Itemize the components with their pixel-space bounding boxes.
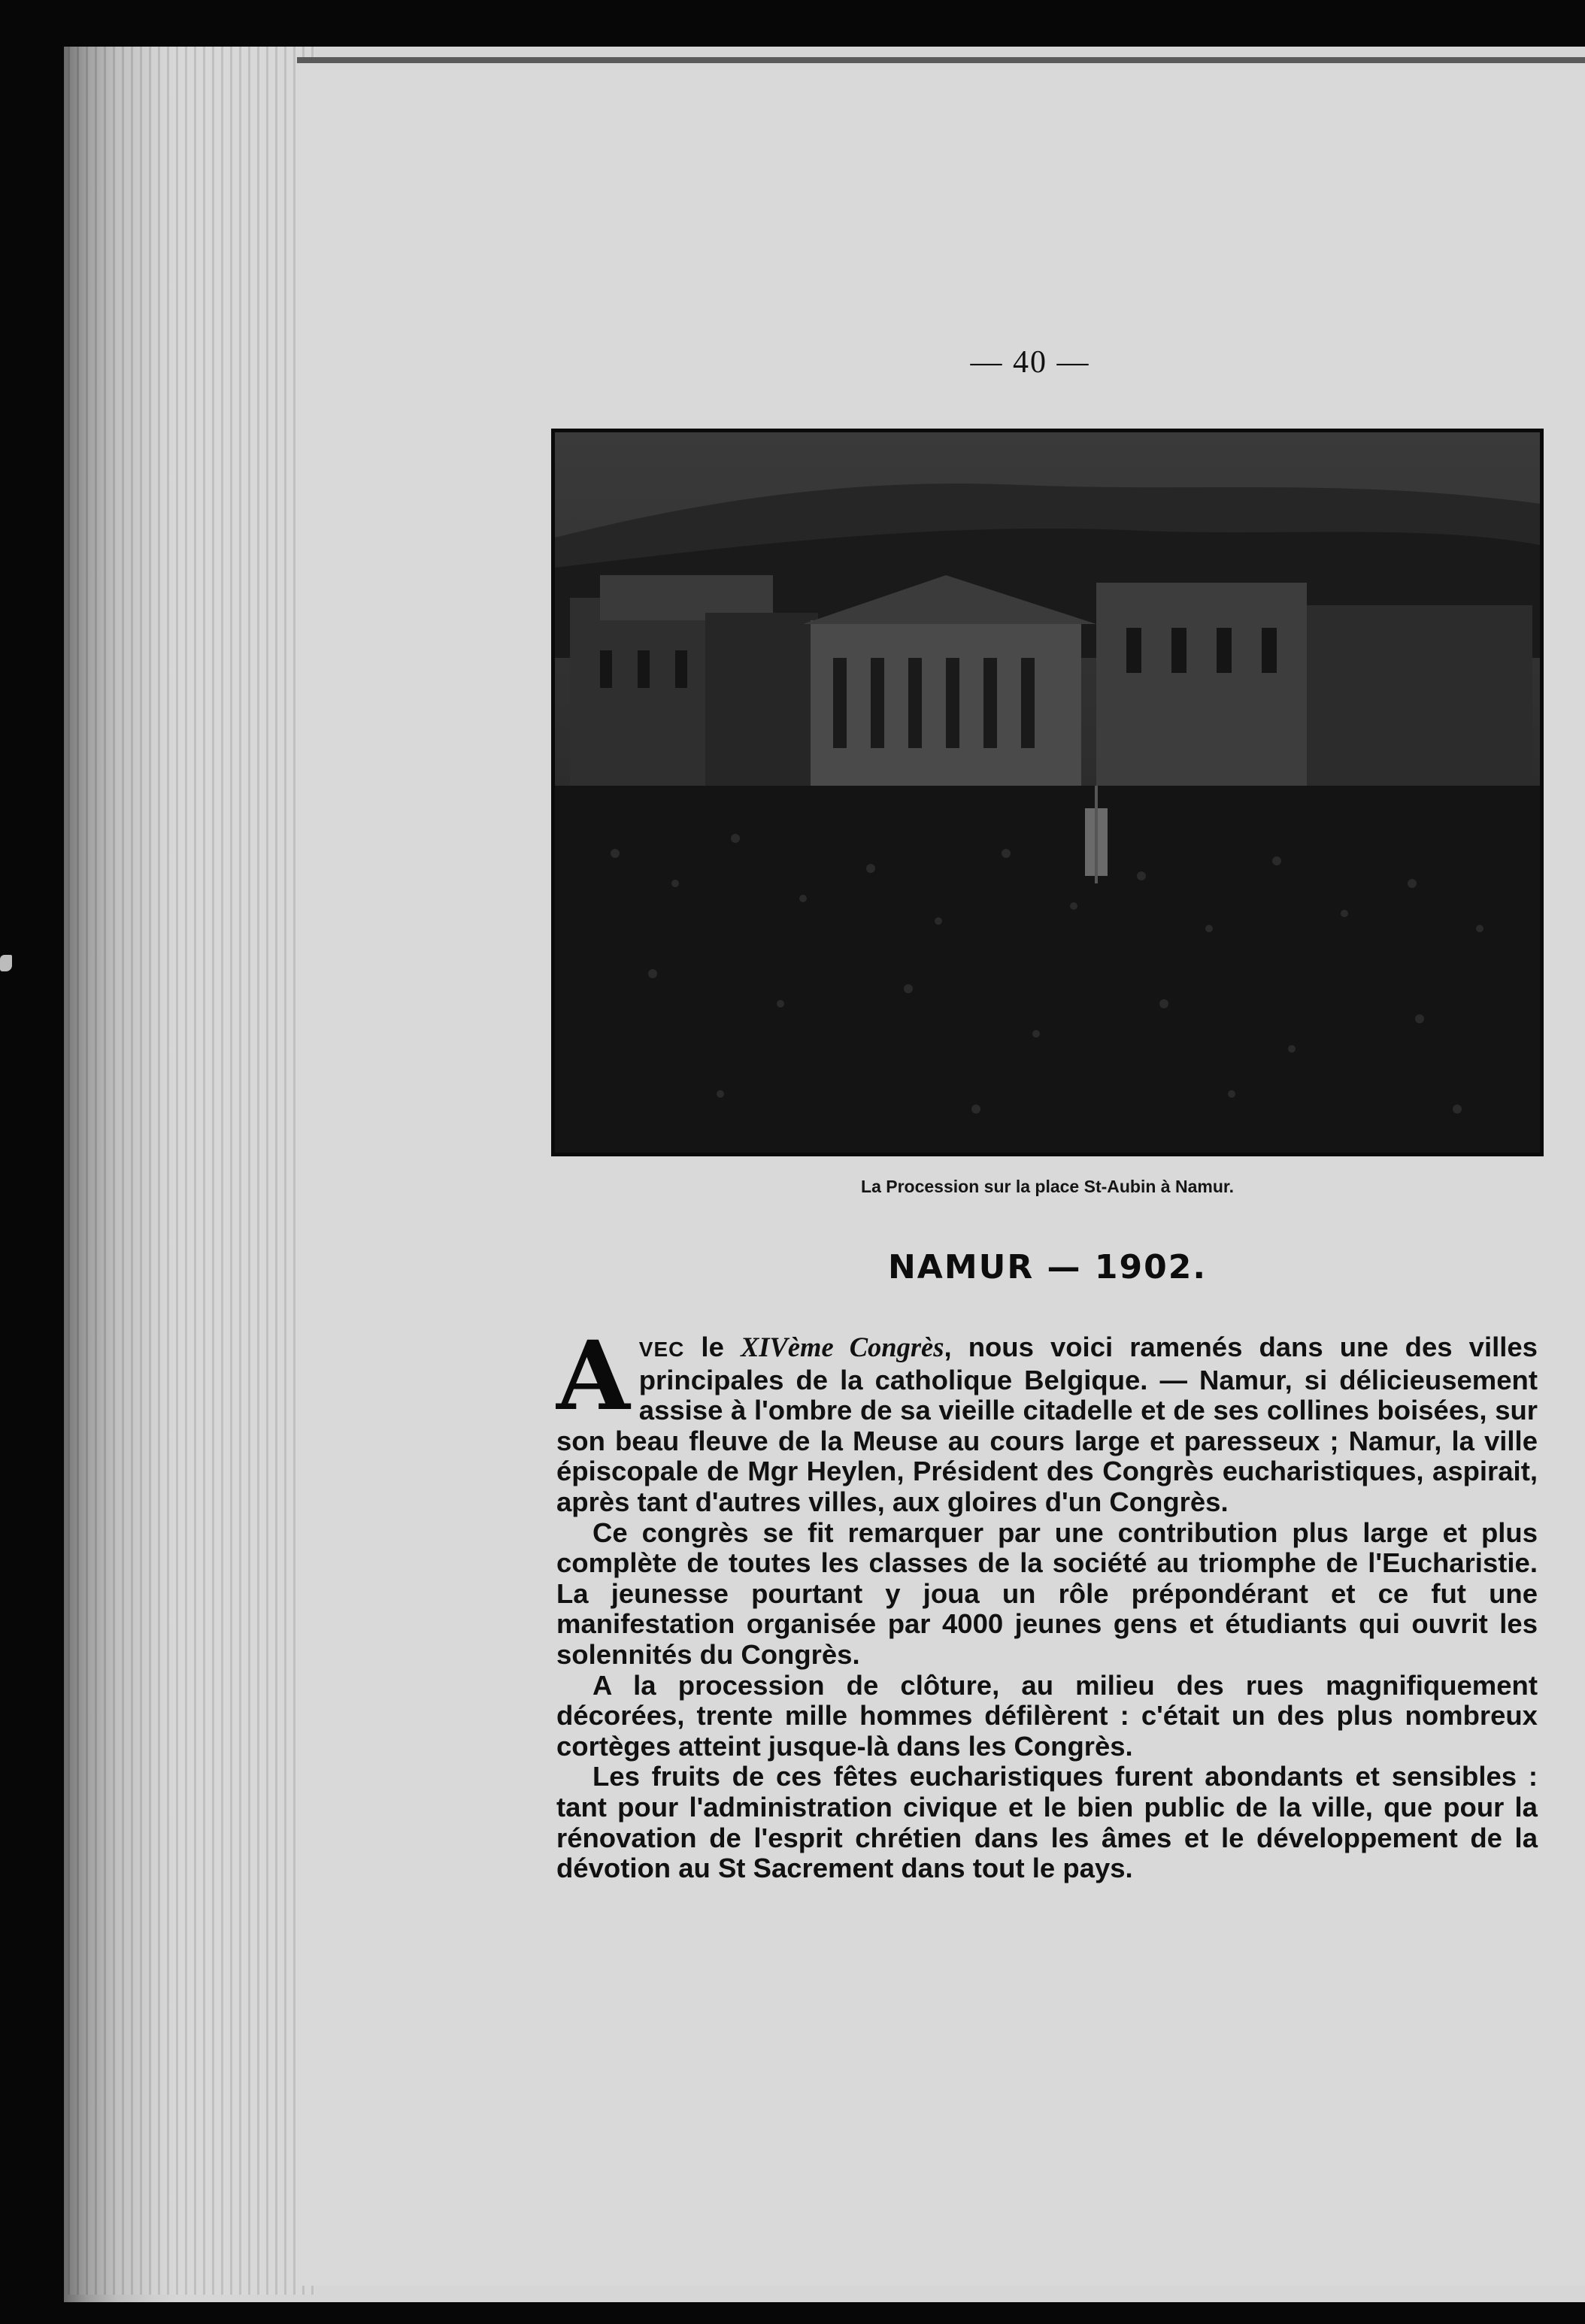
paragraph-1 [556,1320,1538,1518]
section-heading: NAMUR — 1902. [887,1248,1208,1286]
small-caps-text: VEC [638,1338,685,1361]
paragraph-1-text: , nous voici ramenés dans une des villes principales de la catholique Belgique. — Namur, si délicieusement assise à l'ombre de sa vieille citadelle et de ses collines boisées, sur son beau fleuve de la Meuse au cours large et paresseux ; Namur, la ville épiscopale de Mgr Heylen, Président des Congrès eucharistiques, aspirait, après tant d'autres villes, aux gloires d'un Congrès. [556,1332,1538,1517]
book-page [301,60,1585,2286]
scan-artifact [0,955,12,971]
congress-title: XIVème Congrès [740,1332,944,1362]
photo-caption: La Procession sur la place St-Aubin à Namur. [861,1177,1234,1196]
paragraph-4: Les fruits de ces fêtes eucharistiques furent abondants et sensibles : tant pour l'administration civique et le bien public de la ville, que pour la rénovation de l'esprit chrétien dans les âmes et le développement de la dévotion au St Sacrement dans tout le pays. [556,1761,1538,1884]
article-body [556,1320,1538,1884]
page-number: — 40 — [970,345,1090,380]
page-top-edge [297,57,1585,63]
paragraph-2: Ce congrès se fit remarquer par une contribution plus large et plus complète de toutes les classes de la société au triomphe de l'Eucharistie. La jeunesse pourtant y joua un rôle prépondérant et ce fut une manifestation organisée par 4000 jeunes gens et étudiants qui ouvrit les solennités du Congrès. [556,1517,1538,1670]
photo-illustration [555,432,1540,1153]
drop-cap: A [556,1320,630,1432]
page-edges [68,47,316,2295]
paragraph-1-lead: le [684,1332,741,1362]
procession-photograph [551,429,1544,1156]
paragraph-3: A la procession de clôture, au milieu des rues magnifiquement décorées, trente mille hommes défilèrent : c'était un des plus nombreux cortèges atteint jusque-là dans les Congrès. [556,1669,1538,1762]
